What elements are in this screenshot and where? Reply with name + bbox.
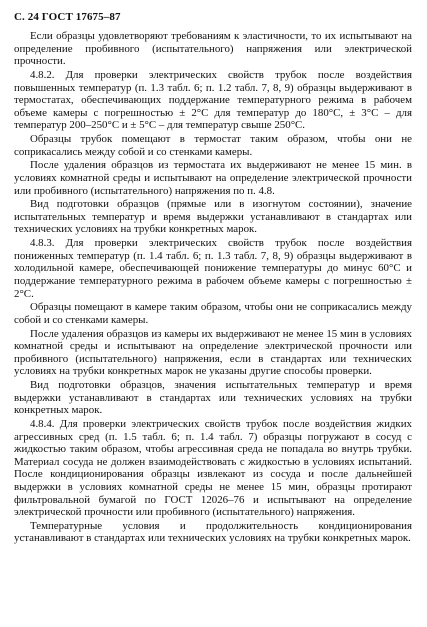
paragraph-after-thermostat: После удаления образцов из термостата их выдерживают не менее 15 мин. в условиях комнатной среды и испытывают на определение электрической прочности или пробивного (испытательного) напряжения по п. 4.8. bbox=[14, 159, 412, 197]
paragraph-preparation-values: Вид подготовки образцов, значения испытательных температур и время выдержки устанавливают в стандартах или технических условиях на трубки конкретных марок. bbox=[14, 379, 412, 417]
paragraph-4-8-3: 4.8.3. Для проверки электрических свойств трубок после воздействия пониженных температур (п. 1.4 табл. 6; п. 1.3 табл. 7, 8, 9) образцы выдерживают в холодильной камере, обеспечивающей понижение температуры до минус 60°С и поддержание температурного режима в рабочем объеме камеры с погрешностью ± 2°С. bbox=[14, 237, 412, 300]
document-body bbox=[14, 30, 412, 546]
paragraph-after-chamber: После удаления образцов из камеры их выдерживают не менее 15 мин в условиях комнатной среды и испытывают на определение электрической прочности или пробивного (испытательного) напряжения, если в стандартах или технических условиях на трубки конкретных марок не указаны другие способы проверки. bbox=[14, 327, 412, 378]
paragraph-chamber-placement: Образцы помещают в камере таким образом, чтобы они не соприкасались между собой и со стенками камеры. bbox=[14, 301, 412, 326]
paragraph-conditioning: Температурные условия и продолжительность кондиционирования устанавливают в стандартах или технических условиях на трубки конкретных марок. bbox=[14, 519, 412, 545]
paragraph-elasticity-result: Если образцы удовлетворяют требованиям к эластичности, то их испытывают на определение пробивного (испытательного) напряжения или электрической прочности. bbox=[14, 30, 412, 68]
paragraph-thermostat-placement: Образцы трубок помещают в термостат таким образом, чтобы они не соприкасались между собой и со стенками камеры. bbox=[14, 133, 412, 158]
paragraph-4-8-2: 4.8.2. Для проверки электрических свойств трубок после воздействия повышенных температур (п. 1.3 табл. 6; п. 1.2 табл. 7, 8, 9) образцы выдерживают в термостатах, обеспечивающих поддержание температурного режима в рабочем объеме камеры с погрешностью ± 2°С для температур до 180°С, ± 3°С – для температур 200–250°С и ± 5°С – для температур свыше 250°С. bbox=[14, 68, 412, 132]
paragraph-preparation-type: Вид подготовки образцов (прямые или в изогнутом состоянии), значение испытательных температур и время выдержки устанавливают в стандартах или технических условиях на трубки конкретных марок. bbox=[14, 198, 412, 236]
paragraph-4-8-4: 4.8.4. Для проверки электрических свойств трубок после воздействия жидких агрессивных сред (п. 1.5 табл. 6; п. 1.4 табл. 7) образцы погружают в сосуд с жидкостью таким образом, чтобы агрессивная среда не попадала во внутрь трубки. Материал сосуда не должен взаимодействовать с жидкостью в условиях испытаний. После кондиционирования образцы извлекают из сосуда и после дальнейшей выдержки в условиях комнатной среды не менее 15 мин, образцы протирают фильтровальной бумагой по ГОСТ 12026–76 и испытывают на определение электрической прочности или пробивного (испытательного) напряжения. bbox=[14, 418, 412, 519]
page-header: С. 24 ГОСТ 17675–87 bbox=[14, 11, 121, 23]
